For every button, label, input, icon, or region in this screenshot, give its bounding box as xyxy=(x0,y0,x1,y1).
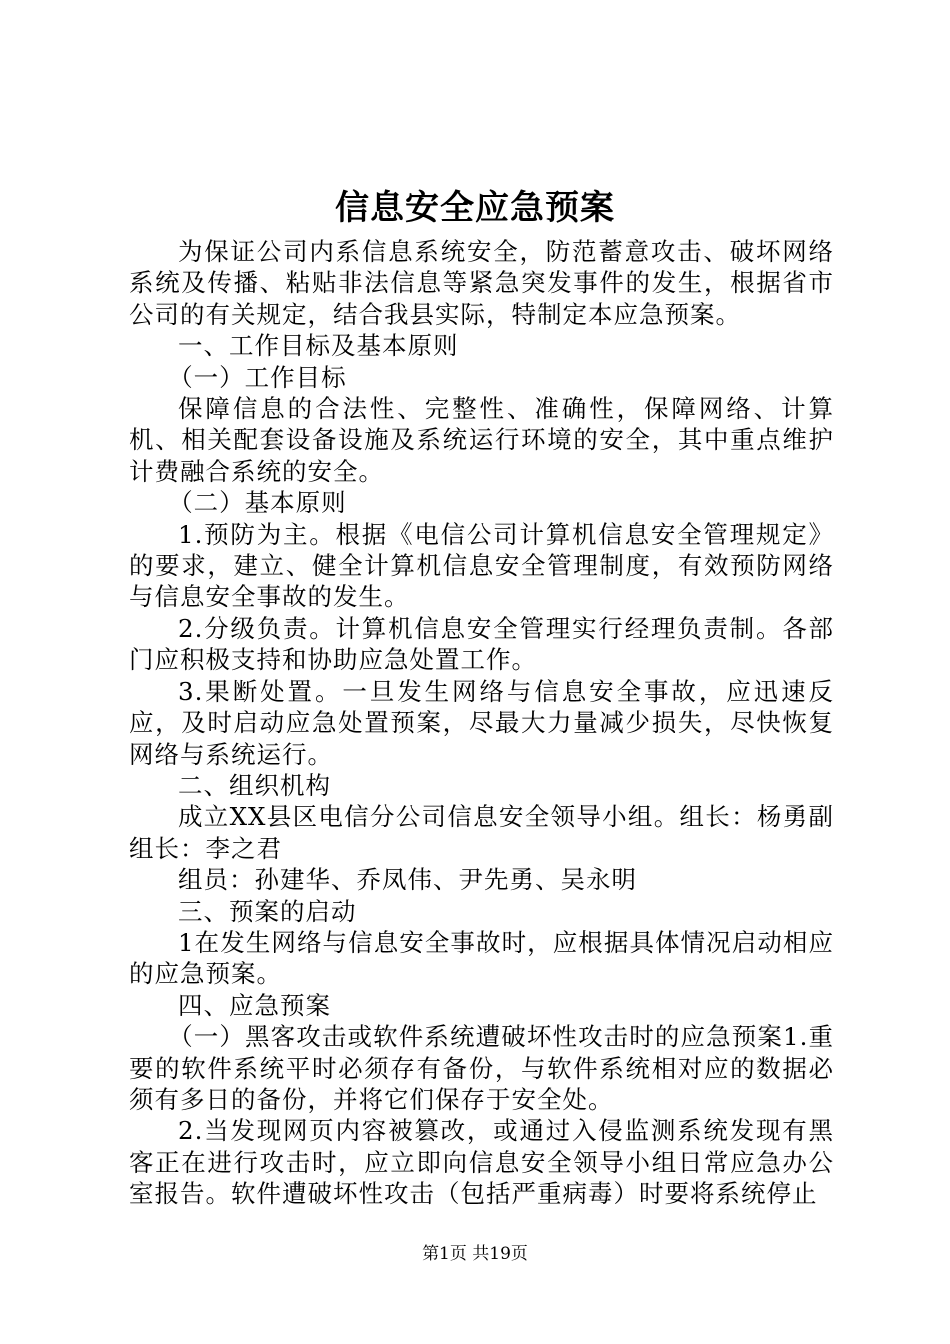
section-heading: 二、组织机构 xyxy=(178,770,331,800)
document-title: 信息安全应急预案 xyxy=(335,188,615,228)
subsection-heading: （一）工作目标 xyxy=(168,362,347,392)
section-heading: 四、应急预案 xyxy=(178,990,331,1020)
paragraph: 3.果断处置。一旦发生网络与信息安全事故，应迅速反应，及时启动应急处置预案，尽最大力量减少损失，尽快恢复网络与系统运行。 xyxy=(129,676,834,769)
paragraph: 保障信息的合法性、完整性、准确性，保障网络、计算机、相关配套设备设施及系统运行环境的安全，其中重点维护计费融合系统的安全。 xyxy=(129,394,834,486)
section-heading: 一、工作目标及基本原则 xyxy=(178,331,459,361)
page-number-footer: 第1页 共19页 xyxy=(422,1244,528,1264)
paragraph: 组员：孙建华、乔凤伟、尹先勇、吴永明 xyxy=(178,865,637,895)
paragraph: 2.当发现网页内容被篡改，或通过入侵监测系统发现有黑客正在进行攻击时，应立即向信息安全领导小组日常应急办公室报告。软件遭破坏性攻击（包括严重病毒）时要将系统停止 xyxy=(129,1116,834,1209)
subsection-heading: （二）基本原则 xyxy=(168,488,347,518)
paragraph: 成立XX县区电信分公司信息安全领导小组。组长：杨勇副组长：李之君 xyxy=(129,802,834,863)
document-body xyxy=(129,236,834,1210)
paragraph: 1.预防为主。根据《电信公司计算机信息安全管理规定》的要求，建立、健全计算机信息安全管理制度，有效预防网络与信息安全事故的发生。 xyxy=(129,519,834,612)
section-heading: 三、预案的启动 xyxy=(178,896,357,926)
paragraph: （一）黑客攻击或软件系统遭破坏性攻击时的应急预案1.重要的软件系统平时必须存有备份，与软件系统相对应的数据必须有多日的备份，并将它们保存于安全处。 xyxy=(129,1022,834,1114)
paragraph: 1在发生网络与信息安全事故时，应根据具体情况启动相应的应急预案。 xyxy=(129,927,834,989)
paragraph: 为保证公司内系信息系统安全，防范蓄意攻击、破坏网络系统及传播、粘贴非法信息等紧急突发事件的发生，根据省市公司的有关规定，结合我县实际，特制定本应急预案。 xyxy=(129,237,834,329)
paragraph: 2.分级负责。计算机信息安全管理实行经理负责制。各部门应积极支持和协助应急处置工作。 xyxy=(129,613,834,675)
